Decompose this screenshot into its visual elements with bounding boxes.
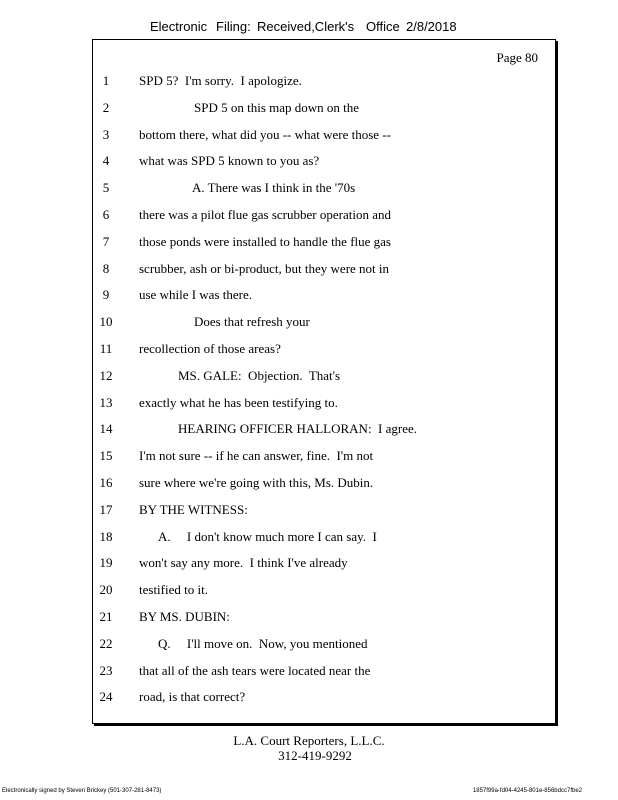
document-id: 1857f99a-fd04-4245-801e-856bdcc7fbe2 [472,788,582,794]
line-number: 3 [102,126,110,142]
line-number: 11 [99,341,113,356]
line-number: 14 [99,421,113,437]
line-text: I'm not sure -- if he can answer, fine. I'm not [139,448,374,464]
line-number: 23 [99,662,113,678]
transcript-line [0,261,618,279]
line-text: scrubber, ash or bi-product, but they were not in [139,260,390,276]
line-number: 20 [99,582,113,598]
transcript-line [0,502,618,520]
line-text: testified to it. [139,582,208,598]
line-text: sure where we're going with this, Ms. Dubin. [139,475,374,490]
line-text: what was SPD 5 known to you as? [139,153,320,169]
transcript-line [0,395,618,413]
transcript-line [0,234,618,252]
line-number: 19 [99,555,113,571]
line-number: 15 [99,448,113,464]
transcript-line [0,582,618,600]
line-number: 22 [99,635,113,651]
line-number: 18 [99,528,113,544]
line-text: road, is that correct? [139,689,246,705]
header-date: 2/8/2018 [406,19,457,34]
line-text: BY MS. DUBIN: [139,609,230,624]
transcript-line [0,663,618,681]
transcript-line [0,636,618,654]
line-text: HEARING OFFICER HALLORAN: I agree. [178,421,418,437]
line-text: MS. GALE: Objection. That's [178,367,341,383]
line-number: 7 [102,233,110,249]
transcript-line [0,609,618,627]
transcript-line [0,73,618,91]
header-received: Received,Clerk's [257,19,355,34]
transcript-line [0,448,618,466]
header-filing: Filing: [216,19,251,34]
line-number: 21 [99,609,113,624]
line-number: 24 [99,689,113,705]
line-number: 4 [102,153,110,169]
transcript-line [0,368,618,386]
line-text: exactly what he has been testifying to. [139,394,338,410]
transcript-line [0,341,618,359]
transcript-line [0,207,618,225]
line-text: A. There was I think in the '70s [192,180,356,196]
line-text: use while I was there. [139,287,252,303]
line-number: 8 [102,260,110,276]
electronic-signature: Electronically signed by Steven Brickey (501-307-281-8473) [2,788,162,794]
line-text: won't say any more. I think I've already [139,555,348,571]
header-electronic: Electronic [150,19,208,34]
transcript-line [0,555,618,573]
transcript-line [0,314,618,332]
page-number: Page 80 [496,50,538,65]
line-text: recollection of those areas? [139,341,281,356]
line-text: SPD 5 on this map down on the [194,99,360,115]
line-text: those ponds were installed to handle the flue gas [139,233,391,249]
line-text: bottom there, what did you -- what were those -- [139,126,391,142]
line-text: BY THE WITNESS: [139,501,248,517]
line-number: 12 [99,367,113,383]
footer-company: L.A. Court Reporters, L.L.C. [233,733,385,748]
line-number: 9 [102,287,110,303]
line-text: Does that refresh your [194,314,310,330]
filing-header [0,19,618,37]
line-number: 13 [99,394,113,410]
line-text: that all of the ash tears were located near the [139,662,371,678]
transcript-line [0,153,618,171]
line-number: 6 [102,207,110,222]
line-number: 10 [99,314,113,330]
transcript-line [0,475,618,493]
footer-phone: 312-419-9292 [278,748,352,763]
transcript-line [0,421,618,439]
line-text: SPD 5? I'm sorry. I apologize. [139,73,302,88]
transcript-line [0,180,618,198]
line-number: 16 [99,475,113,490]
line-number: 2 [102,99,110,115]
line-number: 5 [102,180,110,196]
transcript-line [0,127,618,145]
line-text: there was a pilot flue gas scrubber operation and [139,207,391,222]
line-number: 1 [102,73,110,88]
line-number: 17 [99,501,113,517]
transcript-line [0,529,618,547]
transcript-line [0,689,618,707]
transcript-line [0,100,618,118]
transcript-line [0,287,618,305]
header-office: Office [366,19,400,34]
line-text: A. I don't know much more I can say. I [158,528,377,544]
line-text: Q. I'll move on. Now, you mentioned [158,635,368,651]
